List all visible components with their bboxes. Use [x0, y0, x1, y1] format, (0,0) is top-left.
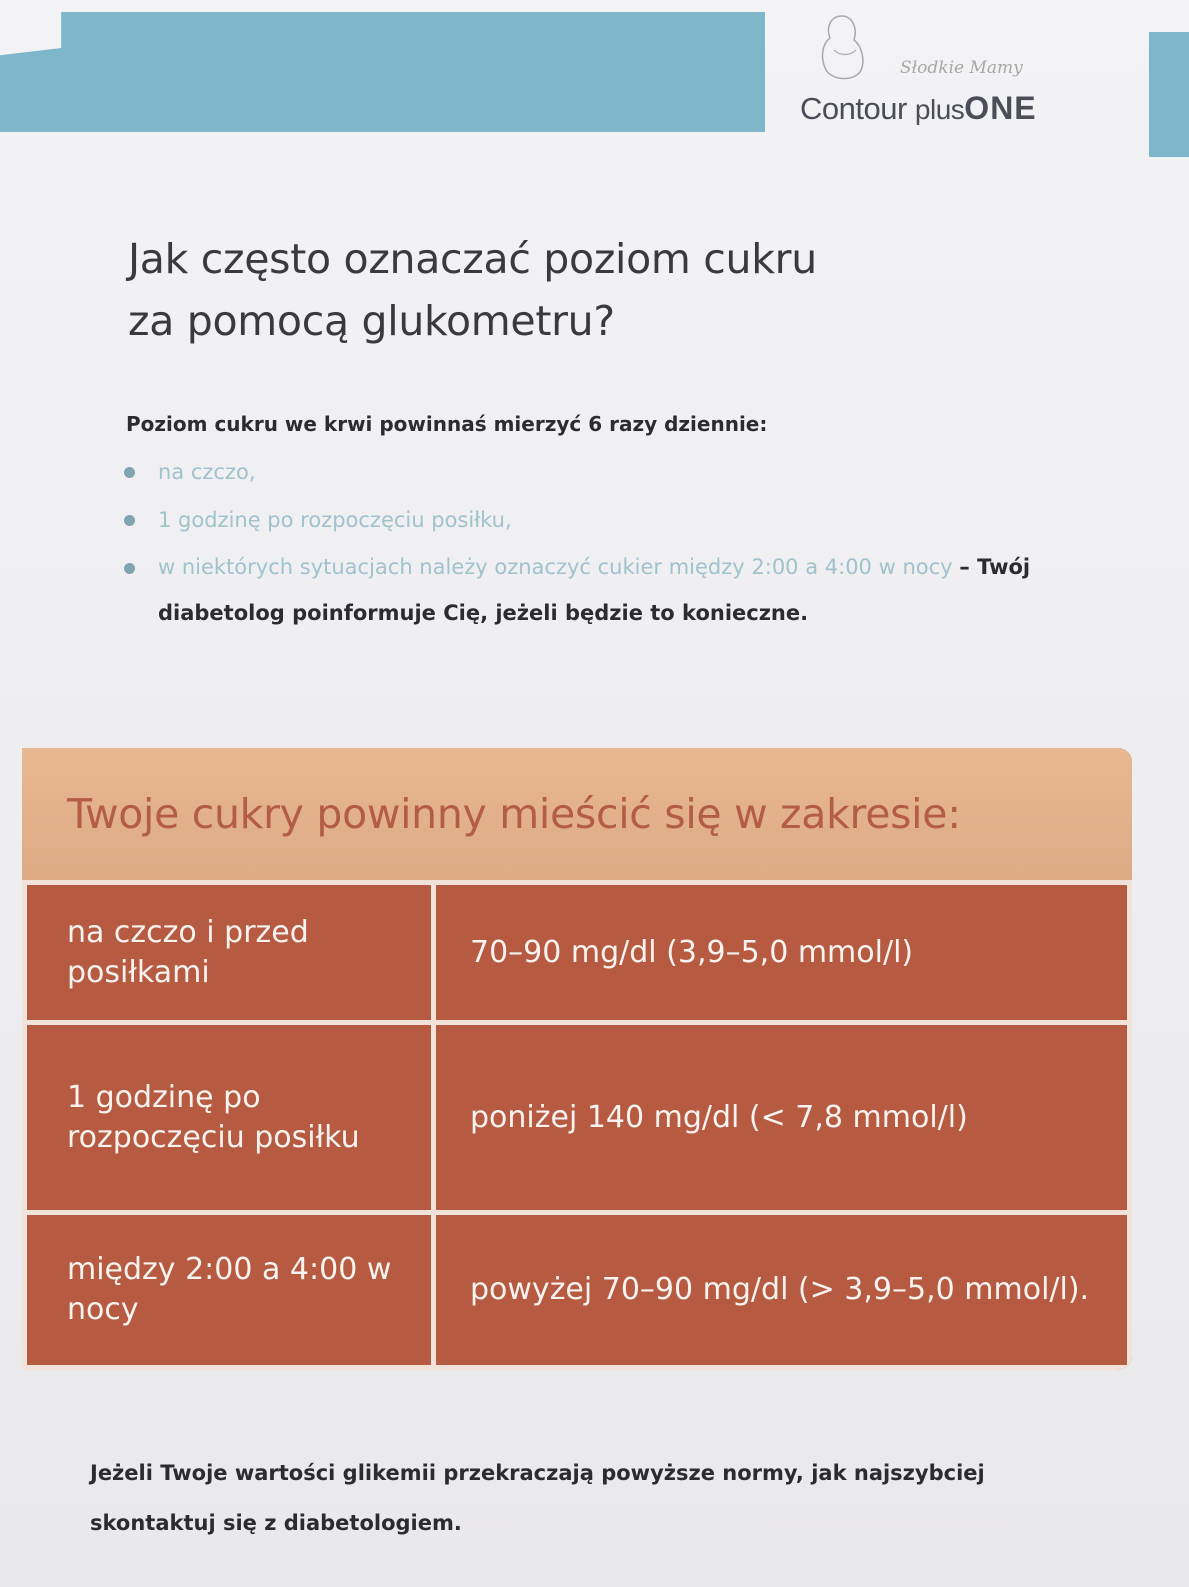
- list-item-text: na czczo,: [158, 460, 256, 484]
- logo-contour: Contour: [800, 91, 907, 126]
- range-value-cell: 70–90 mg/dl (3,9–5,0 mmol/l): [434, 883, 1130, 1023]
- list-item: [120, 544, 1100, 636]
- table-row: [25, 1023, 1130, 1213]
- range-when-cell: między 2:00 a 4:00 w nocy: [25, 1213, 434, 1368]
- list-item-text: 1 godzinę po rozpoczęciu posiłku,: [158, 508, 512, 532]
- bullet-icon: [124, 563, 135, 574]
- brand-logo: [800, 40, 1130, 160]
- list-item: [120, 448, 1100, 496]
- list-item-note: – Twój diabetolog poinformuje Cię, jeżeli będzie to konieczne.: [158, 555, 1031, 625]
- table-row: [25, 883, 1130, 1023]
- mother-figure-icon: [812, 10, 872, 90]
- list-item: [120, 496, 1100, 544]
- range-value-cell: powyżej 70–90 mg/dl (> 3,9–5,0 mmol/l).: [434, 1213, 1130, 1368]
- range-value-cell: poniżej 140 mg/dl (< 7,8 mmol/l): [434, 1023, 1130, 1213]
- logo-one: ONE: [964, 90, 1037, 126]
- logo-script-text: Słodkie Mamy: [900, 58, 1023, 78]
- title-line-1: Jak często oznaczać poziom cukru: [128, 235, 817, 283]
- range-when-cell: 1 godzinę po rozpoczęciu posiłku: [25, 1023, 434, 1213]
- bullet-icon: [124, 515, 135, 526]
- glucose-range-box: [22, 748, 1132, 1370]
- table-row: [25, 1213, 1130, 1368]
- logo-plus: plus: [914, 94, 965, 125]
- title-line-2: za pomocą glukometru?: [128, 297, 615, 345]
- header-band: [0, 12, 765, 132]
- intro-text: Poziom cukru we krwi powinnaś mierzyć 6 razy dziennie:: [126, 412, 768, 436]
- footer-note: Jeżeli Twoje wartości glikemii przekraczają powyższe normy, jak najszybciej skontaktuj się z diabetologiem.: [90, 1461, 985, 1535]
- header-band-right: [1149, 32, 1189, 157]
- logo-brand-text: [800, 90, 1037, 127]
- range-when-cell: na czczo i przed posiłkami: [25, 883, 434, 1023]
- list-item-text: w niektórych sytuacjach należy oznaczyć cukier między 2:00 a 4:00 w nocy: [158, 555, 953, 579]
- bullet-icon: [124, 467, 135, 478]
- range-table: [22, 880, 1132, 1370]
- measurement-list: [120, 448, 1100, 636]
- range-header: [22, 748, 1132, 880]
- page-title: [128, 228, 1108, 352]
- range-header-text: Twoje cukry powinny mieścić się w zakresie:: [67, 790, 961, 838]
